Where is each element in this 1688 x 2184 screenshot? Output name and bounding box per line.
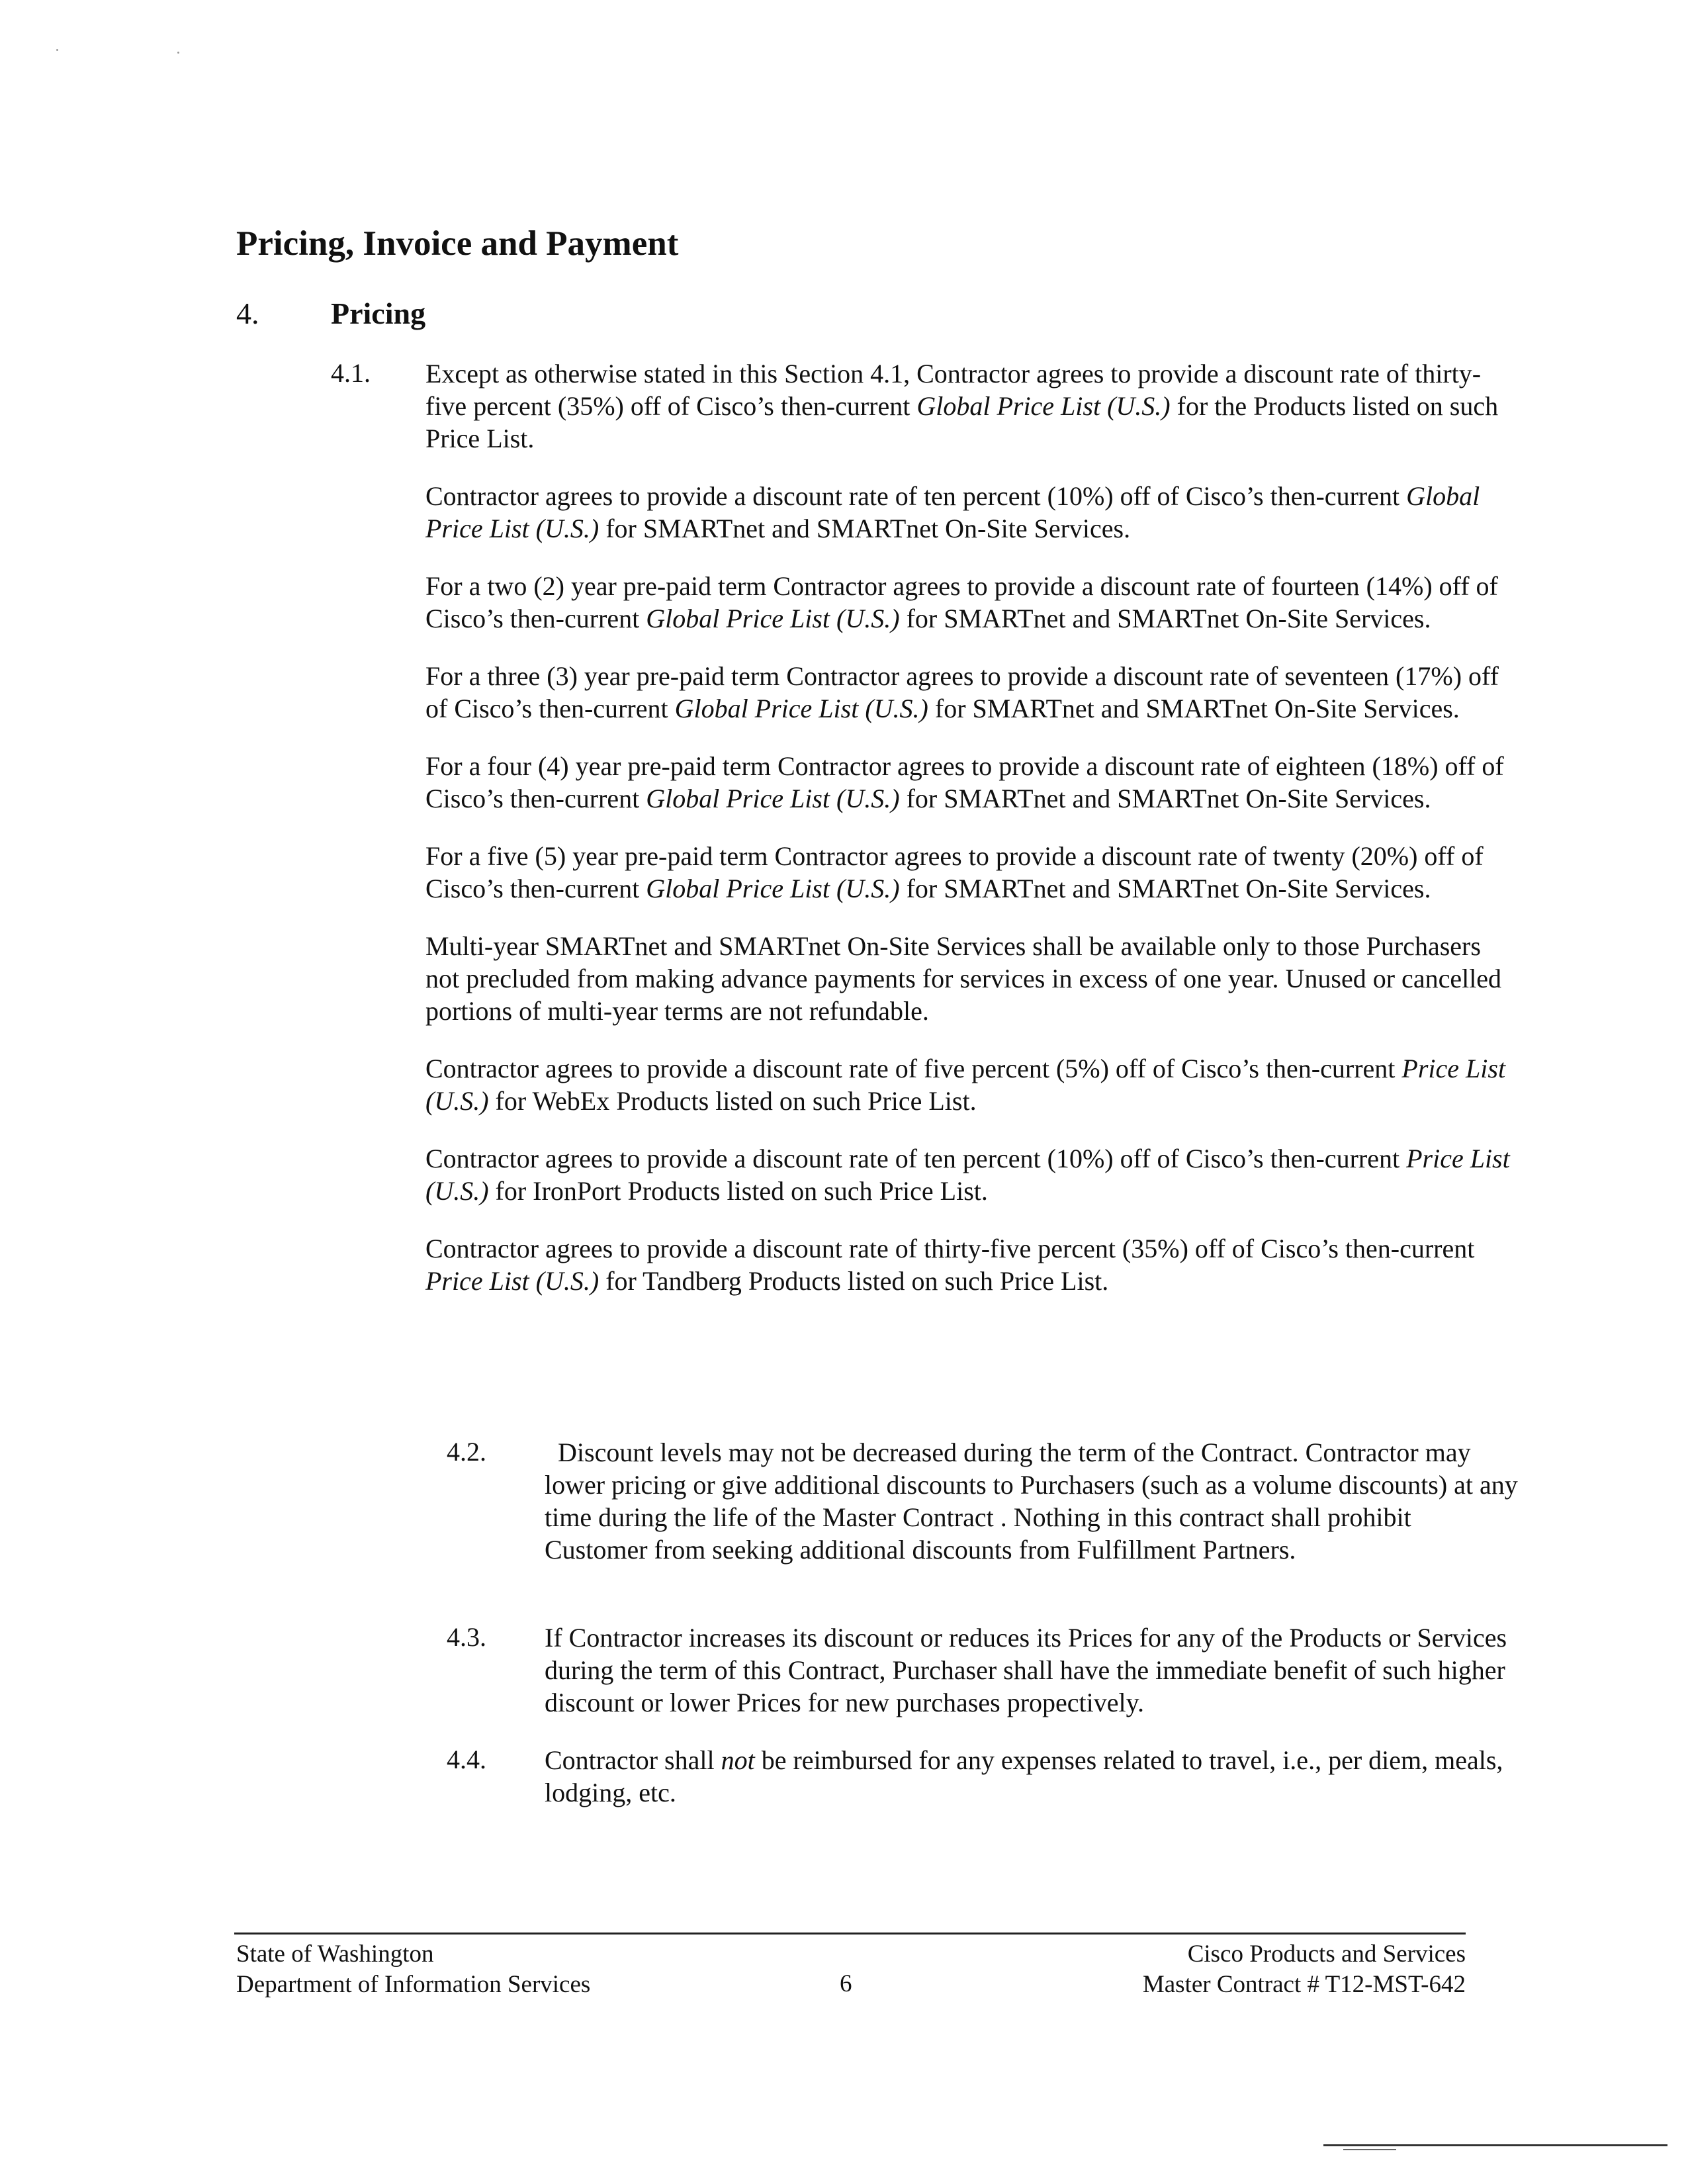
clause-4-1-paragraph-products: Except as otherwise stated in this Section 4.1, Contractor agrees to provide a discount rate of thirty-five percent (35%) off of Cisco’s then-current Global Price List (U.S.) for the Products listed on such Price List. <box>425 359 1499 453</box>
footer-right <box>1143 1939 1466 2000</box>
clause-number-4-2: 4.2. <box>447 1437 486 1467</box>
clause-4-1-paragraph-five-year: For a five (5) year pre-paid term Contractor agrees to provide a discount rate of twenty (20%) off of Cisco’s then-current Global Price List (U.S.) for SMARTnet and SMARTnet On-Site Services. <box>425 841 1484 903</box>
clause-4-3 <box>447 1621 1519 1719</box>
scan-edge-line <box>1323 2144 1667 2146</box>
clause-4-1-paragraph-webex: Contractor agrees to provide a discount rate of five percent (5%) off of Cisco’s then-current Price List (U.S.) for WebEx Products listed on such Price List. <box>425 1054 1506 1116</box>
clause-4-1-paragraph-two-year: For a two (2) year pre-paid term Contractor agrees to provide a discount rate of fourteen (14%) off of Cisco’s then-current Global Price List (U.S.) for SMARTnet and SMARTnet On-Site Services. <box>425 571 1498 633</box>
clause-4-2 <box>447 1436 1519 1566</box>
clause-4-2-text: Discount levels may not be decreased during the term of the Contract. Contractor may lower pricing or give additional discounts to Purchasers (such as a volume discounts) at any time during the life of the Master Contract . Nothing in this contract shall prohibit Customer from seeking additional discounts from Fulfillment Partners. <box>545 1437 1518 1565</box>
page-title: Pricing, Invoice and Payment <box>236 224 679 263</box>
clause-4-1-body <box>425 357 1511 1322</box>
scan-edge-line <box>1343 2149 1396 2150</box>
clause-4-1-paragraph-multi-year: Multi-year SMARTnet and SMARTnet On-Site Services shall be available only to those Purchasers not precluded from making advance payments for services in excess of one year. Unused or cancelled portions of multi-year terms are not refundable. <box>425 931 1502 1026</box>
section-number: 4. <box>236 296 259 330</box>
footer-department: Department of Information Services <box>236 1971 591 1998</box>
footer-state: State of Washington <box>236 1940 434 1968</box>
clause-4-1-paragraph-ironport: Contractor agrees to provide a discount rate of ten percent (10%) off of Cisco’s then-current Price List (U.S.) for IronPort Products listed on such Price List. <box>425 1144 1510 1206</box>
footer-divider <box>234 1933 1466 1934</box>
clause-number-4-1: 4.1. <box>331 358 371 388</box>
clause-4-4-text: Contractor shall not be reimbursed for any expenses related to travel, i.e., per diem, meals, lodging, etc. <box>545 1745 1503 1807</box>
clause-4-4 <box>447 1744 1558 1809</box>
footer-contract-number: Master Contract # T12-MST-642 <box>1142 1971 1466 1998</box>
footer-product: Cisco Products and Services <box>1187 1940 1466 1968</box>
clause-4-1-paragraph-tandberg: Contractor agrees to provide a discount rate of thirty-five percent (35%) off of Cisco’s then-current Price List (U.S.) for Tandberg Products listed on such Price List. <box>425 1234 1475 1296</box>
footer-left <box>236 1939 590 2000</box>
page-number: 6 <box>840 1970 852 1997</box>
clause-4-1-paragraph-three-year: For a three (3) year pre-paid term Contractor agrees to provide a discount rate of seventeen (17%) off of Cisco’s then-current Global Price List (U.S.) for SMARTnet and SMARTnet On-Site Services. <box>425 661 1499 723</box>
clause-4-3-text: If Contractor increases its discount or reduces its Prices for any of the Products or Services during the term of this Contract, Purchaser shall have the immediate benefit of such higher discount or lower Prices for new purchases propectively. <box>545 1623 1507 1717</box>
scan-speck <box>177 52 179 54</box>
section-title: Pricing <box>331 296 426 330</box>
clause-number-4-3: 4.3. <box>447 1622 486 1652</box>
clause-4-1-paragraph-four-year: For a four (4) year pre-paid term Contractor agrees to provide a discount rate of eighteen (18%) off of Cisco’s then-current Global Price List (U.S.) for SMARTnet and SMARTnet On-Site Services. <box>425 751 1504 813</box>
scan-specks <box>56 48 189 54</box>
clause-number-4-4: 4.4. <box>447 1745 486 1774</box>
scan-speck <box>56 49 58 51</box>
clause-4-1-paragraph-smartnet: Contractor agrees to provide a discount rate of ten percent (10%) off of Cisco’s then-current Global Price List (U.S.) for SMARTnet and SMARTnet On-Site Services. <box>425 481 1480 543</box>
